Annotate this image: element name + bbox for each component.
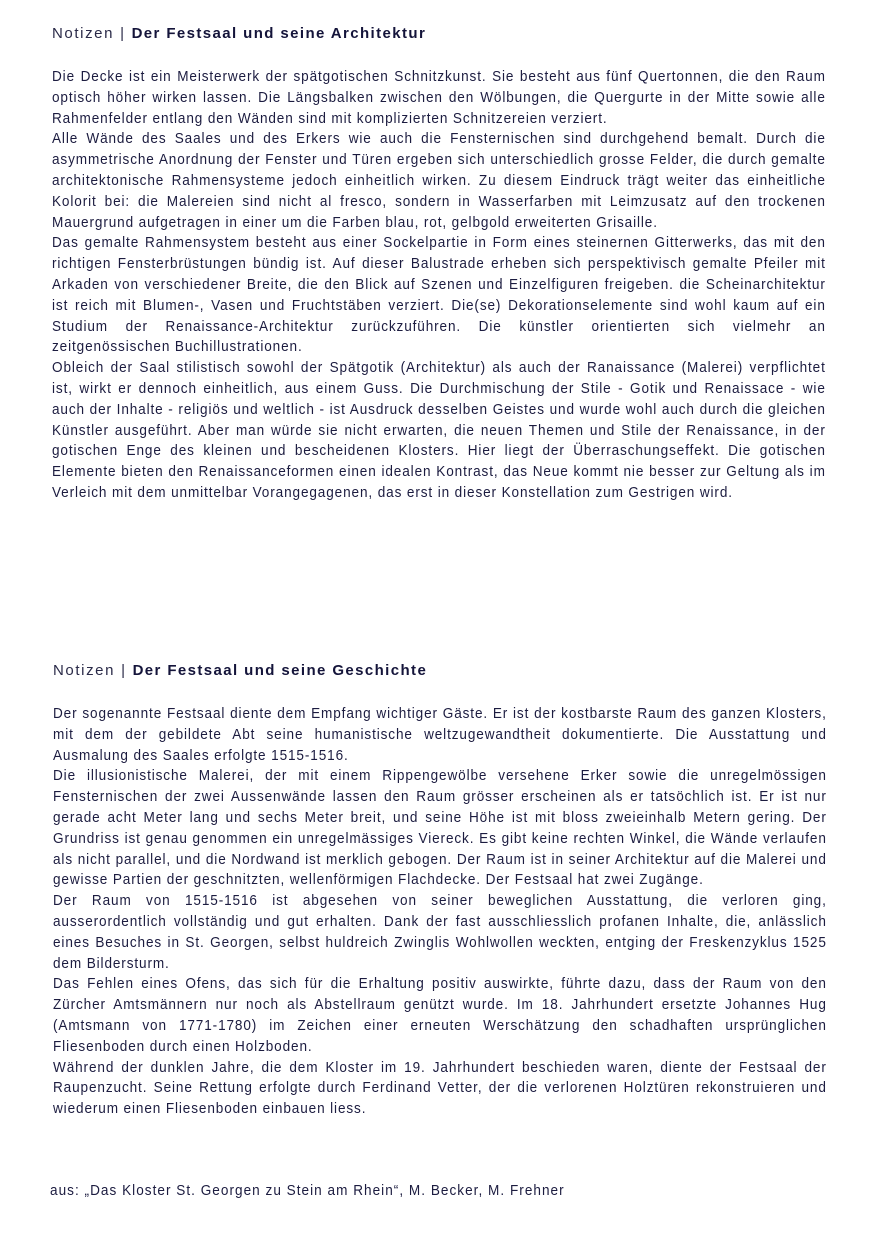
paragraph: Alle Wände des Saales und des Erkers wie auch die Fensternischen sind durchgehend bemalt. Durch die asymmetrische Anordnung der Fenster und Türen ergeben sich unterschiedlich grosse Felder, die durch gemalte architektonische Rahmensysteme jedoch einheitlich wirken. Zu diesem Eindruck trägt weiter das einheitliche Kolorit bei: die Malereien sind nicht al fresco, sondern in Wasserfarben mit Leimzusatz auf den trockenen Mauergrund aufgetragen in einer um die Farben blau, rot, gelbgold erweiterten Grisaille. [52, 131, 826, 231]
heading-label: Notizen [52, 25, 115, 42]
section-heading [53, 661, 827, 681]
paragraph: Der Raum von 1515-1516 ist abgesehen von seiner beweglichen Ausstattung, die verloren ging, ausserordentlich vollständig und gut erhalten. Dank der fast ausschliesslich profanen Inhalte, die, anlässlich eines Besuches in St. Georgen, selbst huldreich Zwinglis Wohlwollen weckten, entging der Freskenzyklus 1525 dem Bildersturm. [53, 893, 827, 972]
paragraph: Der sogenannte Festsaal diente dem Empfang wichtiger Gäste. Er ist der kostbarste Raum des ganzen Klosters, mit dem der gebildete Abt seine humanistische weltzugewandtheit dokumentierte. Die Ausstattung und Ausmalung des Saales erfolgte 1515-1516. [53, 706, 827, 764]
section-heading [52, 24, 826, 44]
heading-title: Der Festsaal und seine Geschichte [132, 662, 428, 679]
section-architektur [52, 24, 826, 504]
heading-separator: | [121, 662, 127, 679]
paragraph: Das gemalte Rahmensystem besteht aus einer Sockelpartie in Form eines steinernen Gitterwerks, das mit den richtigen Fensterbrüstungen bündig ist. Auf dieser Balustrade erheben sich perspektivisch gemalte Pfeiler mit Arkaden von verschiedener Breite, die den Blick auf Szenen und Einzelfiguren freigeben. die Scheinarchitektur ist reich mit Blumen-, Vasen und Fruchtstäben verziert. Die(se) Dekorationselemente sind wohl kaum auf ein Studium der Renaissance-Architektur zurückzuführen. Die künstler orientierten sich vielmehr an zeitgenössischen Buchillustrationen. [52, 235, 826, 356]
heading-label: Notizen [53, 662, 116, 679]
paragraph: Obleich der Saal stilistisch sowohl der Spätgotik (Architektur) als auch der Ranaissance (Malerei) verpflichtet ist, wirkt er dennoch einheitlich, aus einem Guss. Die Durchmischung der Stile - Gotik und Renaissace - wie auch der Inhalte - religiös und weltlich - ist Ausdruck desselben Geistes und wurde wohl auch durch die gleichen Künstler ausgeführt. Aber man würde sie nicht erwarten, die neuen Themen und Stile der Renaissance, in der gotischen Enge des kleinen und bescheidenen Klosters. Hier liegt der Überraschungseffekt. Die gotischen Elemente bieten den Renaissanceformen einen idealen Kontrast, das Neue kommt nie besser zur Geltung als im Verleich mit dem unmittelbar Vorangegagenen, das erst in dieser Konstellation zum Gestrigen wird. [52, 360, 826, 501]
paragraph: Während der dunklen Jahre, die dem Kloster im 19. Jahrhundert beschieden waren, diente der Festsaal der Raupenzucht. Seine Rettung erfolgte durch Ferdinand Vetter, der die verlorenen Holztüren rekonstruieren und wiederum einen Fliesenboden einbauen liess. [53, 1059, 827, 1118]
section-body [53, 704, 827, 1120]
heading-title: Der Festsaal und seine Architektur [131, 25, 427, 42]
paragraph: Die Decke ist ein Meisterwerk der spätgotischen Schnitzkunst. Sie besteht aus fünf Quertonnen, die den Raum optisch höher wirken lassen. Die Längsbalken zwischen den Wölbungen, die Quergurte in der Mitte sowie alle Rahmenfelder entlang den Wänden sind mit komplizierten Schnitzereien verziert. [52, 69, 826, 127]
section-geschichte [53, 661, 827, 1120]
section-body [52, 67, 826, 504]
paragraph: Das Fehlen eines Ofens, das sich für die Erhaltung positiv auswirkte, führte dazu, dass der Raum von den Zürcher Amtsmännern nur noch als Abstellraum genützt wurde. Im 18. Jahrhundert ersetzte Johannes Hug (Amtsmann von 1771-1780) im Zeichen einer erneuten Werschätzung den schadhaften ursprünglichen Fliesenboden durch einen Holzboden. [53, 976, 827, 1055]
heading-separator: | [120, 25, 126, 42]
paragraph: Die illusionistische Malerei, der mit einem Rippengewölbe versehene Erker sowie die unregelmössigen Fensternischen der zwei Aussenwände lassen den Raum grösser erscheinen als er tatsöchlich ist. Er ist nur gerade acht Meter lang und sechs Meter breit, und seine Höhe ist mit bloss zweieinhalb Metern gering. Der Grundriss ist genau genommen ein unregelmässiges Viereck. Es gibt keine rechten Winkel, die Wände verlaufen als nicht parallel, und die Nordwand ist merklich gebogen. Der Raum ist in seiner Architektur auf die Malerei und gewisse Partien der geschnitzten, wellenförmigen Flachdecke. Der Festsaal hat zwei Zugänge. [53, 768, 827, 889]
source-citation: aus: „Das Kloster St. Georgen zu Stein am Rhein“, M. Becker, M. Frehner [50, 1183, 565, 1199]
